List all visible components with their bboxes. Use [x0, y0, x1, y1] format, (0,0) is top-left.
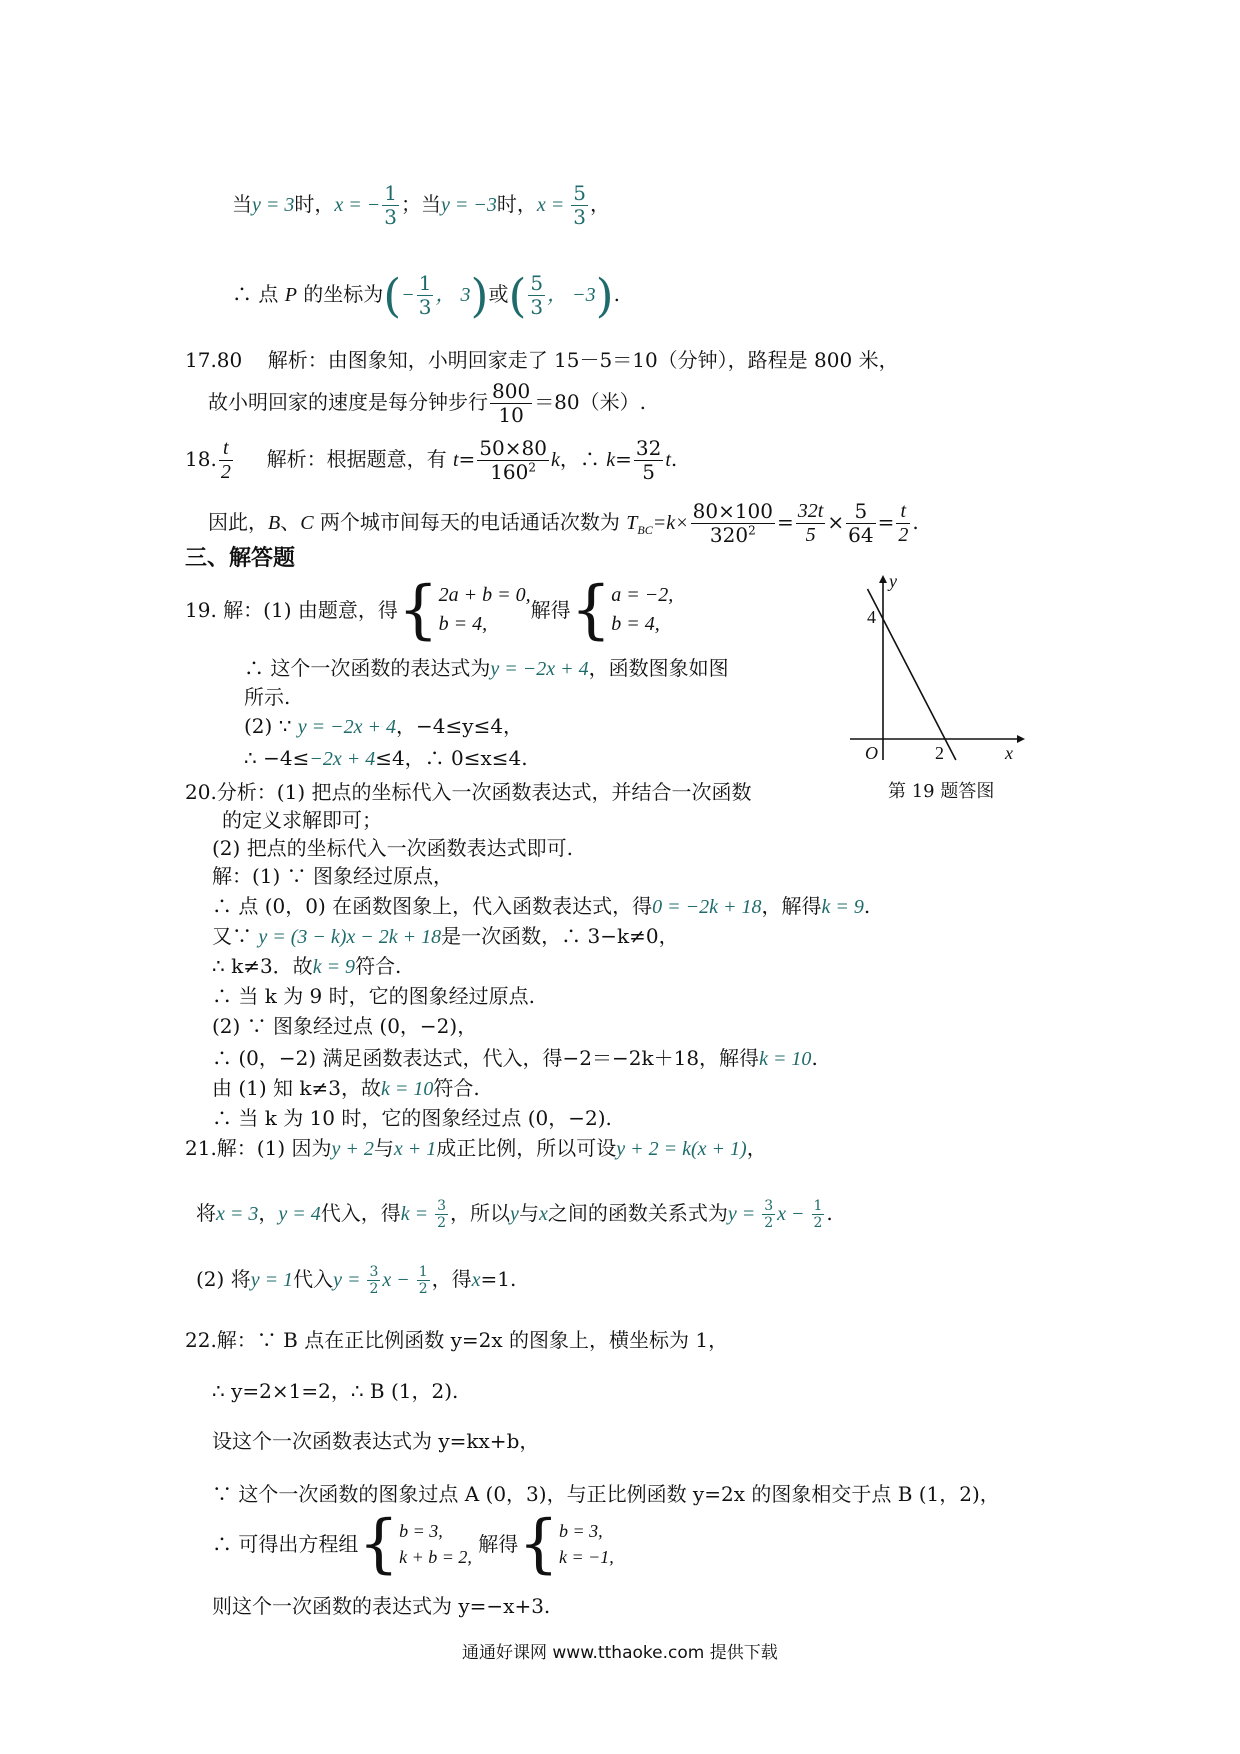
text: ∴ k≠3．故 — [212, 954, 313, 978]
math: ， −3 — [547, 284, 596, 306]
math: x = — [536, 194, 570, 216]
equation-system: b = 3, k + b = 2, — [399, 1520, 472, 1567]
origin-label: O — [865, 743, 878, 763]
math: x — [471, 1269, 481, 1292]
fraction: $\frac{50\times 80}{160^2}$ — [479, 436, 547, 484]
q19-line-4 — [244, 716, 523, 737]
text: ∴ 可得出方程组 — [212, 1532, 359, 1556]
text: . — [613, 282, 620, 306]
math: = — [458, 447, 476, 471]
figure-19-caption: 第 19 题答图 — [888, 781, 995, 802]
math: k = 9 — [312, 956, 356, 978]
math: k = 9 — [821, 896, 864, 918]
text: 时， — [294, 192, 335, 216]
text: ∴ 点 — [232, 282, 285, 306]
text: ， — [589, 192, 610, 216]
math: y = — [333, 1269, 366, 1292]
q16-line-1 — [232, 182, 610, 229]
q17-line-1 — [185, 350, 899, 370]
fraction: $\frac{5}{64}$ — [848, 499, 874, 547]
paren: ( — [383, 268, 402, 323]
q21-line-2 — [196, 1198, 833, 1231]
math: x + 1 — [393, 1138, 437, 1160]
q20-line-1: 20.分析：(1) 把点的坐标代入一次函数表达式，并结合一次函数 — [185, 780, 752, 804]
text: . — [811, 1046, 818, 1070]
math: t — [452, 449, 459, 471]
fraction: $\frac{5}{3}$ — [573, 181, 586, 229]
math: y = 1 — [250, 1269, 294, 1292]
math: y + 2 = k(x + 1) — [616, 1138, 747, 1160]
brace: { — [518, 1507, 559, 1581]
series-line — [868, 589, 956, 760]
text: 解得 — [530, 598, 571, 622]
q19-line-1 — [185, 573, 674, 647]
math: k = 10 — [381, 1078, 434, 1100]
text: 将 — [196, 1201, 216, 1226]
math: y = (3 − k)x − 2k + 18 — [258, 926, 442, 948]
text: 与 — [373, 1136, 394, 1160]
q19-line-2 — [244, 658, 729, 679]
text: 成正比例，所以可设 — [436, 1136, 617, 1160]
math: C — [300, 512, 314, 534]
fraction: $\frac{1}{2}$ — [418, 1264, 428, 1298]
text: ，∴ — [559, 447, 607, 471]
q22-line-3: 设这个一次函数表达式为 y=kx+b， — [212, 1429, 540, 1453]
q18-line-1 — [185, 437, 677, 484]
fraction: $\frac{t}{2}$ — [220, 437, 231, 483]
math: = — [877, 510, 895, 534]
q22-line-4: ∵ 这个一次函数的图象过点 A (0，3)，与正比例函数 y=2x 的图象相交于点 B (1，2)， — [212, 1482, 1000, 1506]
text: 两个城市间每天的电话通话次数为 — [313, 510, 627, 534]
fraction: $\frac{1}{3}$ — [418, 271, 432, 319]
q22-line-6: 则这个一次函数的表达式为 y=−x+3. — [212, 1594, 551, 1618]
math: = — [777, 510, 794, 534]
math: − — [401, 284, 415, 306]
text: ∴ 这个一次函数的表达式为 — [244, 656, 491, 680]
text: . — [912, 510, 919, 534]
text: 当 — [232, 192, 252, 216]
y-axis-label: y — [889, 575, 897, 591]
math: P — [284, 284, 297, 306]
q20-line-6 — [212, 926, 679, 947]
text: ∴ 点 (0，0) 在函数图象上，代入函数表达式，得 — [212, 894, 653, 918]
math: 0 = −2k + 18 — [652, 896, 762, 918]
text: ＝80（米）. — [534, 390, 646, 414]
math: BC — [637, 523, 653, 537]
text: 代入，得 — [320, 1201, 401, 1226]
math: =k× — [652, 512, 689, 534]
text: ，所以 — [450, 1201, 511, 1226]
math: k — [606, 449, 616, 471]
q17-line-2 — [208, 380, 646, 427]
q18-line-2 — [208, 500, 919, 547]
math: x = − — [334, 194, 381, 216]
fraction: $\frac{5}{3}$ — [530, 271, 544, 319]
page-footer: 通通好课网 www.tthaoke.com 提供下载 — [462, 1643, 778, 1663]
text: 由 (1) 知 k≠3，故 — [212, 1076, 382, 1100]
text: 因此， — [208, 510, 268, 534]
math: y — [510, 1203, 519, 1226]
q22-line-5 — [212, 1507, 614, 1581]
math: y = — [727, 1203, 761, 1226]
math: = — [615, 447, 632, 471]
text: 故小明回家的速度是每分钟步行 — [208, 390, 488, 414]
figure-19-graph — [845, 575, 1025, 765]
text: ，−4≤y≤4， — [396, 714, 524, 738]
text: 解析：由图象知，小明回家走了 15－5＝10（分钟），路程是 800 米， — [267, 348, 899, 372]
text: 或 — [488, 282, 509, 306]
brace: { — [397, 573, 439, 647]
text: 21.解：(1) 因为 — [185, 1136, 332, 1160]
math: x − — [777, 1203, 810, 1226]
math: k = 10 — [759, 1048, 812, 1070]
x-arrow — [1017, 735, 1025, 743]
math: −2x + 4 — [309, 748, 376, 770]
text: 的坐标为 — [296, 282, 384, 306]
fraction: $\frac{t}{2}$ — [898, 500, 909, 546]
math: × — [827, 510, 845, 534]
x-axis-label: x — [1005, 743, 1013, 763]
fraction: $\frac{1}{3}$ — [384, 181, 397, 229]
brace: { — [570, 573, 612, 647]
text: . — [826, 1201, 833, 1226]
text: (2) 将 — [196, 1267, 251, 1292]
math: y + 2 — [331, 1138, 374, 1160]
math: ， 3 — [435, 284, 471, 306]
math: y = 3 — [252, 194, 295, 216]
text: 又∵ — [212, 924, 259, 948]
q22-line-2: ∴ y=2×1=2，∴ B (1，2). — [212, 1379, 459, 1403]
text: 19. 解：(1) 由题意，得 — [185, 598, 398, 622]
math: t — [665, 449, 671, 471]
text: ， — [258, 1201, 279, 1226]
brace: { — [358, 1507, 400, 1581]
text: ∴ −4≤ — [244, 746, 310, 770]
math: B — [268, 512, 281, 534]
text: 是一次函数，∴ 3−k≠0， — [441, 924, 679, 948]
text: 、 — [280, 510, 301, 534]
text: 符合. — [433, 1076, 480, 1100]
q16-line-2 — [232, 268, 620, 323]
math: y = 4 — [278, 1203, 321, 1226]
q20-line-5 — [212, 896, 870, 917]
question-number: 18. — [185, 447, 217, 471]
text: 解得 — [478, 1532, 519, 1556]
math: y = −3 — [440, 194, 497, 216]
text: . — [670, 447, 678, 471]
math: k = — [400, 1203, 434, 1226]
math: y = −2x + 4 — [297, 716, 397, 738]
equation-system: a = −2, b = 4, — [611, 584, 674, 635]
math: x = 3 — [216, 1203, 259, 1226]
x-tick-label: 2 — [935, 743, 944, 763]
text: 时， — [496, 192, 537, 216]
question-number: 17.80 — [185, 348, 243, 372]
q19-line-5 — [244, 748, 528, 769]
text: . — [863, 894, 871, 918]
q21-line-3 — [196, 1264, 516, 1297]
y-tick-label: 4 — [867, 607, 876, 627]
text: ；当 — [400, 192, 441, 216]
text: =1. — [480, 1267, 517, 1292]
section-heading: 三、解答题 — [185, 546, 296, 571]
text: ，函数图象如图 — [588, 656, 729, 680]
fraction: $\frac{800}{10}$ — [492, 379, 531, 427]
text: 解析：根据题意，有 — [266, 447, 453, 471]
q20-line-9: (2) ∵ 图象经过点 (0，−2)， — [212, 1014, 478, 1038]
paren: ) — [470, 268, 489, 323]
q20-line-3: (2) 把点的坐标代入一次函数表达式即可. — [212, 836, 574, 860]
text: 代入 — [293, 1267, 334, 1292]
q20-line-11 — [212, 1078, 480, 1099]
fraction: $\frac{3}{2}$ — [764, 1198, 774, 1232]
q20-line-7 — [212, 956, 401, 977]
equation-system: 2a + b = 0, b = 4, — [438, 584, 531, 635]
q21-line-1 — [185, 1138, 767, 1159]
math: T — [626, 512, 638, 534]
text: (2) ∵ — [244, 714, 298, 738]
equation-system: b = 3, k = −1, — [558, 1520, 614, 1567]
fraction: $\frac{80\times 100}{320^2}$ — [692, 499, 774, 547]
text: 之间的函数关系式为 — [547, 1201, 728, 1226]
fraction: $\frac{1}{2}$ — [813, 1198, 823, 1232]
text: ∴ (0，−2) 满足函数表达式，代入，得−2＝−2k＋18，解得 — [212, 1046, 760, 1070]
fraction: $\frac{3}{2}$ — [437, 1198, 447, 1232]
q20-line-8: ∴ 当 k 为 9 时，它的图象经过原点. — [212, 984, 535, 1008]
q20-line-12: ∴ 当 k 为 10 时，它的图象经过点 (0，−2). — [212, 1106, 612, 1130]
text: ≤4，∴ 0≤x≤4. — [375, 746, 528, 770]
math: x − — [382, 1269, 415, 1292]
math: k — [550, 449, 560, 471]
y-arrow — [879, 575, 887, 583]
q19-line-3: 所示. — [244, 685, 291, 709]
paren: ( — [508, 268, 527, 323]
paren: ) — [595, 268, 614, 323]
text: ，得 — [431, 1267, 472, 1292]
text: 符合. — [355, 954, 402, 978]
math: x — [538, 1203, 548, 1226]
text: ，解得 — [761, 894, 822, 918]
text: 与 — [518, 1201, 539, 1226]
fraction: $\frac{32t}{5}$ — [797, 500, 824, 546]
q20-line-4: 解：(1) ∵ 图象经过原点， — [212, 864, 454, 888]
fraction: $\frac{32}{5}$ — [635, 436, 662, 484]
fraction: $\frac{3}{2}$ — [369, 1264, 379, 1298]
text: ， — [746, 1136, 767, 1160]
q22-line-1: 22.解：∵ B 点在正比例函数 y=2x 的图象上，横坐标为 1， — [185, 1328, 729, 1352]
math: y = −2x + 4 — [490, 658, 589, 680]
q20-line-10 — [212, 1048, 818, 1069]
q20-line-2: 的定义求解即可； — [222, 808, 382, 832]
